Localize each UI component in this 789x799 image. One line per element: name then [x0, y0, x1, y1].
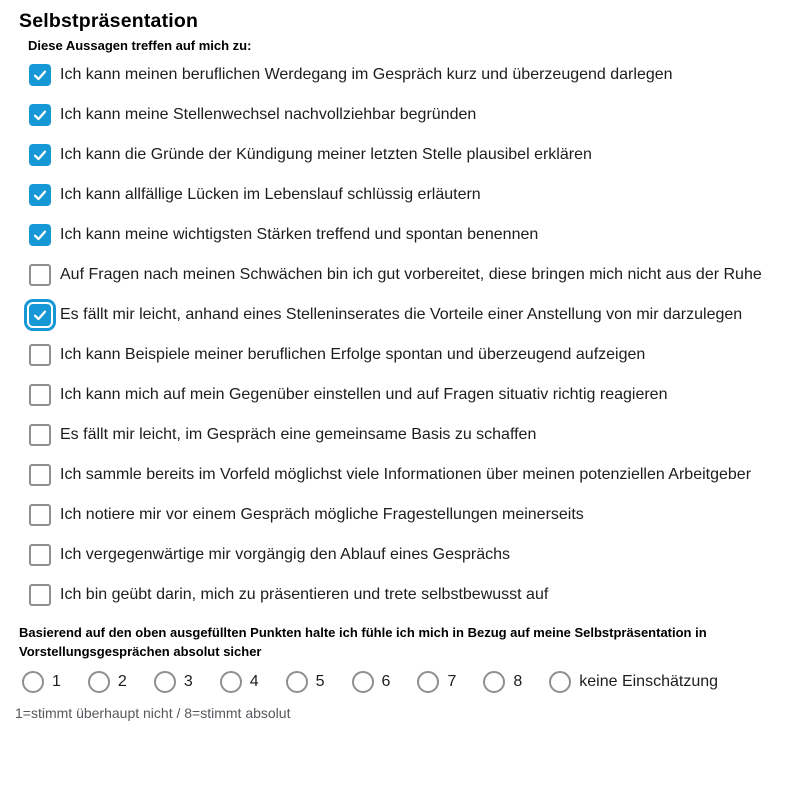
checkbox-item[interactable] [29, 383, 789, 407]
checkbox-label: Ich kann meine wichtigsten Stärken treffend und spontan benennen [60, 226, 539, 243]
radio-label: 7 [447, 673, 457, 690]
radio-button[interactable] [154, 671, 176, 693]
checkbox-label: Ich kann Beispiele meiner beruflichen Erfolge spontan und überzeugend aufzeigen [60, 346, 646, 363]
checkbox[interactable] [29, 64, 51, 86]
checkbox[interactable] [29, 584, 51, 606]
radio-option[interactable] [286, 670, 325, 694]
checkbox-label: Ich kann allfällige Lücken im Lebenslauf schlüssig erläutern [60, 186, 481, 203]
checkbox-label: Ich kann meinen beruflichen Werdegang im Gespräch kurz und überzeugend darlegen [60, 66, 673, 83]
radio-label: 2 [117, 673, 127, 690]
radio-label: keine Einschätzung [579, 673, 719, 690]
radio-option[interactable] [352, 670, 391, 694]
checkbox[interactable] [29, 344, 51, 366]
radio-button[interactable] [549, 671, 571, 693]
radio-label: 5 [315, 673, 325, 690]
checkmark-icon [32, 187, 48, 203]
checkbox-section-subtitle: Diese Aussagen treffen auf mich zu: [28, 38, 252, 53]
checkbox[interactable] [29, 264, 51, 286]
checkbox-item[interactable] [29, 583, 789, 607]
radio-option[interactable] [220, 670, 259, 694]
checkbox-item[interactable] [29, 503, 789, 527]
rating-question-label: Basierend auf den oben ausgefüllten Punkten halte ich fühle ich mich in Bezug auf meine Selbstpräsentation in Vorstellungsgesprächen absolut sicher [19, 625, 707, 659]
checkbox-label: Auf Fragen nach meinen Schwächen bin ich gut vorbereitet, diese bringen mich nicht aus der Ruhe [60, 266, 762, 283]
scale-note: 1=stimmt überhaupt nicht / 8=stimmt absolut [15, 705, 291, 721]
checkbox-label: Ich vergegenwärtige mir vorgängig den Ablauf eines Gesprächs [60, 546, 511, 563]
checkmark-icon [32, 307, 48, 323]
checkbox-label: Ich notiere mir vor einem Gespräch mögliche Fragestellungen meinerseits [60, 506, 584, 523]
checkmark-icon [32, 227, 48, 243]
checkbox-label: Ich bin geübt darin, mich zu präsentieren und trete selbstbewusst auf [60, 586, 549, 603]
checkbox[interactable] [29, 384, 51, 406]
radio-button[interactable] [483, 671, 505, 693]
radio-button[interactable] [352, 671, 374, 693]
checkbox-item[interactable] [29, 183, 789, 207]
checkbox-item[interactable] [29, 143, 789, 167]
checkbox-list [29, 63, 789, 607]
checkbox[interactable] [29, 224, 51, 246]
radio-label: 3 [183, 673, 193, 690]
checkbox-item[interactable] [29, 103, 789, 127]
checkbox-label: Ich kann meine Stellenwechsel nachvollziehbar begründen [60, 106, 477, 123]
checkbox-item[interactable] [29, 303, 789, 327]
radio-option[interactable] [154, 670, 193, 694]
checkbox[interactable] [29, 144, 51, 166]
checkbox-label: Ich kann mich auf mein Gegenüber einstellen und auf Fragen situativ richtig reagieren [60, 386, 668, 403]
checkbox-label: Ich kann die Gründe der Kündigung meiner letzten Stelle plausibel erklären [60, 146, 592, 163]
checkbox-label: Es fällt mir leicht, im Gespräch eine gemeinsame Basis zu schaffen [60, 426, 537, 443]
radio-option[interactable] [549, 670, 718, 694]
checkbox-item[interactable] [29, 343, 789, 367]
checkbox[interactable] [29, 464, 51, 486]
checkbox-item[interactable] [29, 463, 789, 487]
checkbox[interactable] [29, 304, 51, 326]
checkmark-icon [32, 147, 48, 163]
radio-label: 8 [513, 673, 523, 690]
radio-button[interactable] [220, 671, 242, 693]
radio-label: 1 [52, 673, 61, 690]
checkbox-item[interactable] [29, 63, 789, 87]
checkbox-label: Es fällt mir leicht, anhand eines Stelleninserates die Vorteile einer Anstellung von mir darzulegen [60, 306, 743, 323]
radio-option[interactable] [88, 670, 127, 694]
checkbox[interactable] [29, 544, 51, 566]
radio-option[interactable] [483, 670, 522, 694]
radio-label: 4 [249, 673, 259, 690]
checkbox[interactable] [29, 424, 51, 446]
radio-option[interactable] [22, 670, 61, 694]
checkbox-item[interactable] [29, 263, 789, 287]
checkmark-icon [32, 67, 48, 83]
checkbox[interactable] [29, 184, 51, 206]
checkmark-icon [32, 107, 48, 123]
radio-button[interactable] [22, 671, 44, 693]
rating-radio-group [22, 670, 789, 694]
checkbox[interactable] [29, 504, 51, 526]
checkbox-item[interactable] [29, 543, 789, 567]
radio-button[interactable] [417, 671, 439, 693]
checkbox-label: Ich sammle bereits im Vorfeld möglichst viele Informationen über meinen potenziellen Arbeitgeber [60, 466, 752, 483]
page-title: Selbstpräsentation [19, 10, 199, 32]
radio-button[interactable] [88, 671, 110, 693]
radio-button[interactable] [286, 671, 308, 693]
checkbox-item[interactable] [29, 223, 789, 247]
radio-option[interactable] [417, 670, 456, 694]
checkbox-item[interactable] [29, 423, 789, 447]
checkbox[interactable] [29, 104, 51, 126]
radio-label: 6 [381, 673, 391, 690]
